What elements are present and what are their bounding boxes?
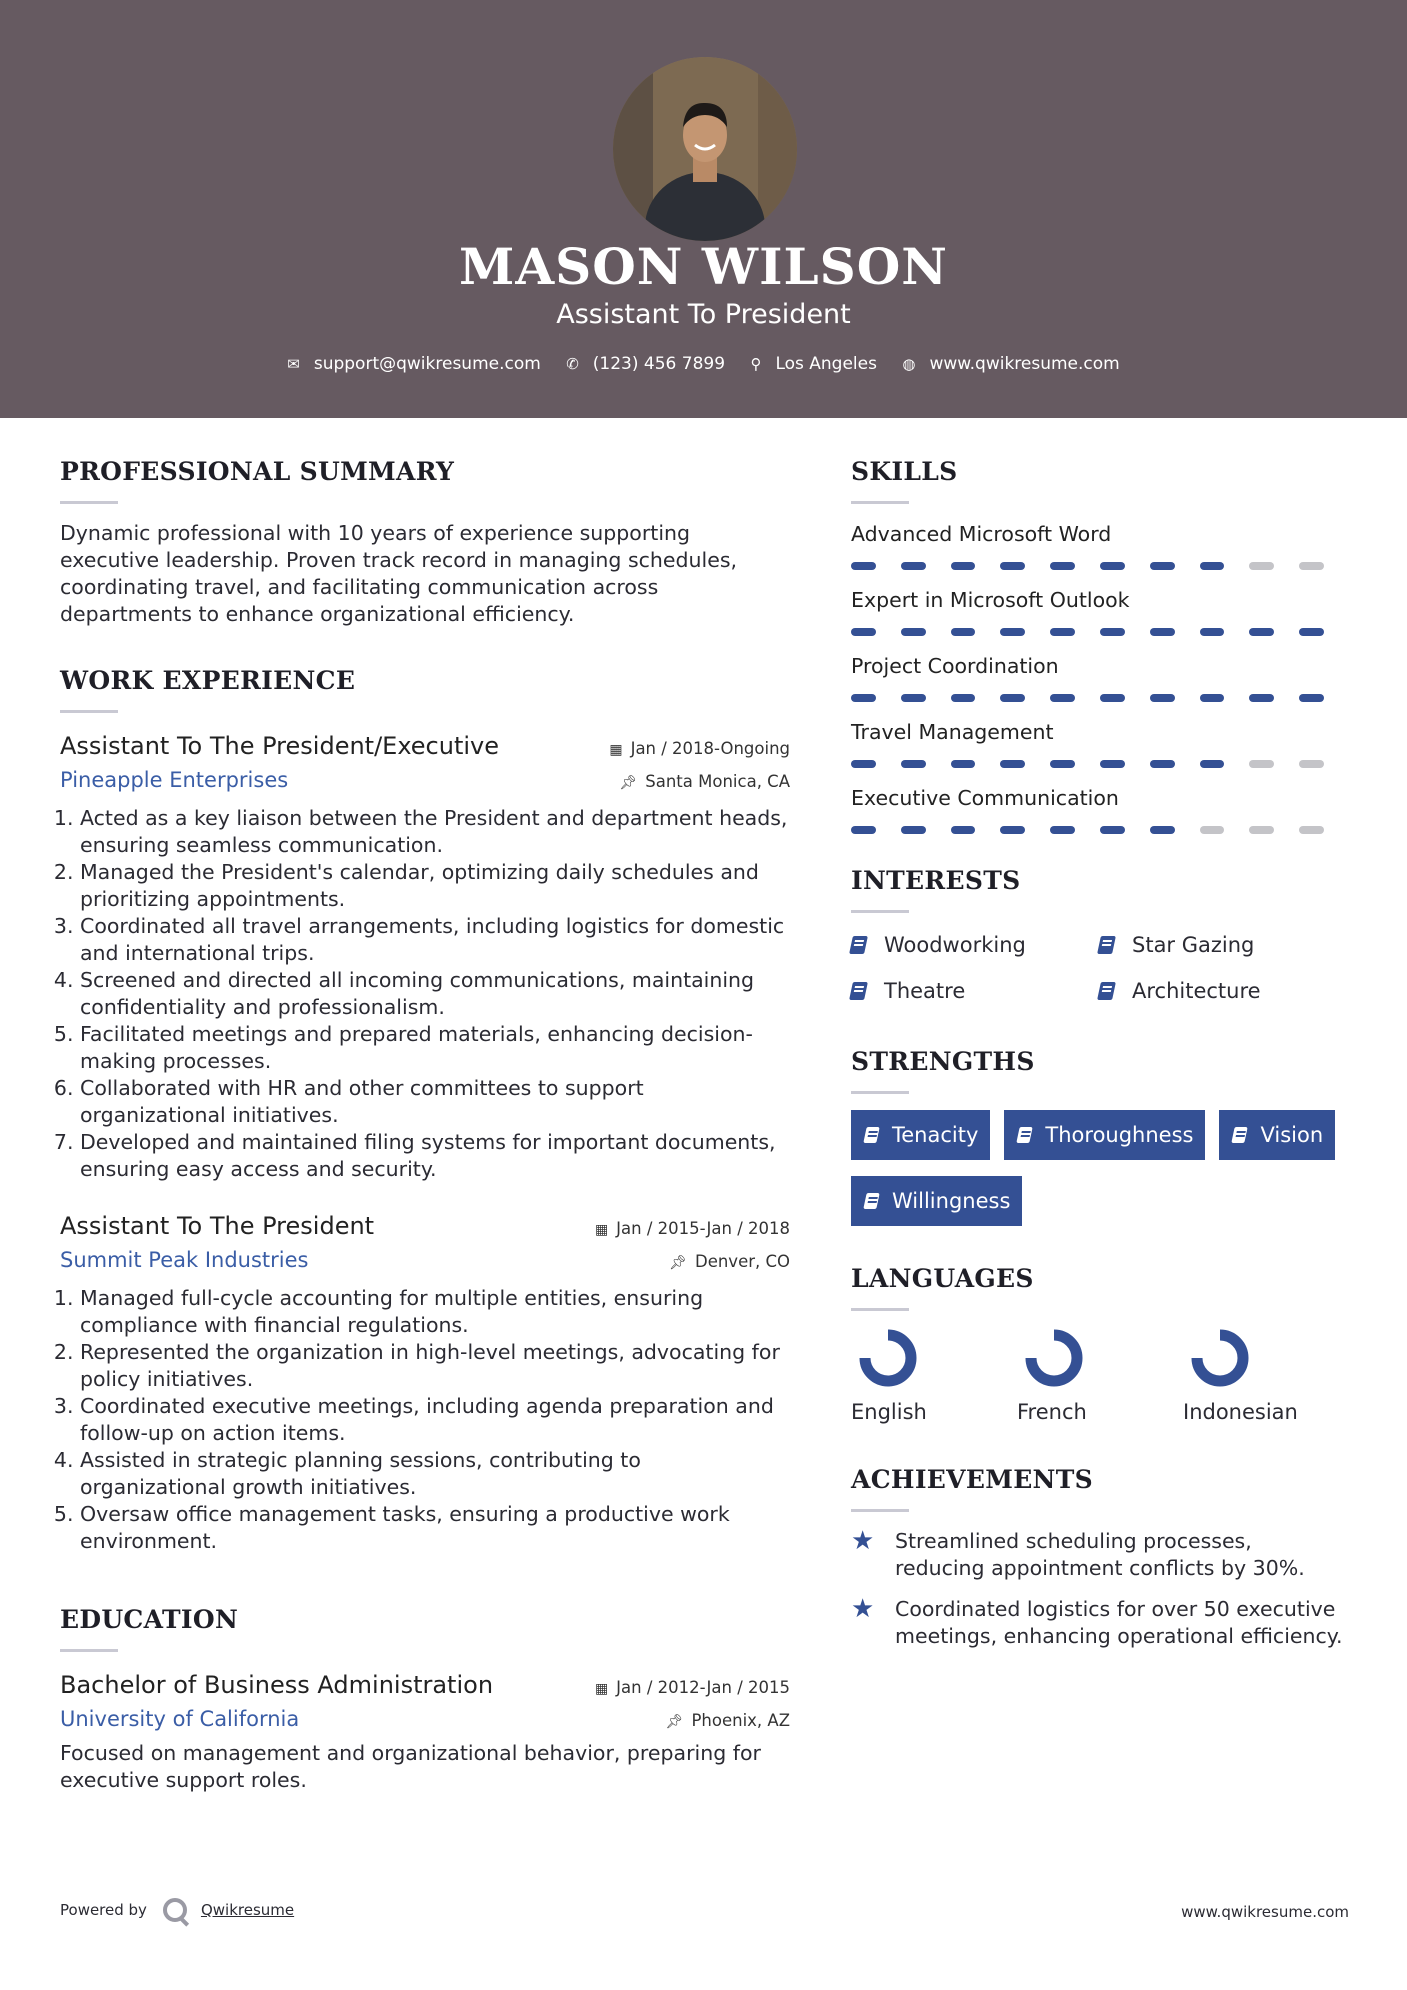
- language-level-ring: [857, 1327, 919, 1389]
- heading-divider: [851, 1308, 909, 1311]
- school-name: University of California: [60, 1707, 300, 1731]
- map-pin-icon: ⚲: [750, 355, 762, 373]
- language-level-ring: [1189, 1327, 1251, 1389]
- rating-dot: [951, 694, 976, 702]
- calendar-icon: ▦: [609, 742, 623, 758]
- job-location: [669, 1252, 790, 1271]
- skill-rating: [851, 628, 1349, 636]
- rating-dot: [1249, 826, 1274, 834]
- rating-dot: [1299, 760, 1324, 768]
- achievement-text: Streamlined scheduling processes, reducing appointment conflicts by 30%.: [895, 1529, 1305, 1580]
- phone-text: (123) 456 7899: [592, 354, 726, 374]
- rating-dot: [1000, 826, 1025, 834]
- skill-item: [851, 520, 1349, 570]
- skill-item: [851, 652, 1349, 702]
- resume-header: [0, 0, 1407, 418]
- skills-list: [851, 520, 1349, 834]
- education-location-text: Phoenix, AZ: [691, 1711, 790, 1730]
- skill-item: [851, 718, 1349, 768]
- calendar-icon: ▦: [594, 1222, 609, 1238]
- right-column: [851, 455, 1349, 1664]
- job-title: Assistant To The President/Executive: [60, 732, 500, 760]
- interests-section: [851, 864, 1349, 1007]
- skills-section: [851, 455, 1349, 834]
- skill-item: [851, 784, 1349, 834]
- interest-label: Woodworking: [884, 933, 1026, 957]
- rating-dot: [851, 760, 876, 768]
- rating-dot: [1150, 760, 1175, 768]
- job-location-text: Santa Monica, CA: [645, 772, 790, 791]
- book-icon: [863, 1193, 879, 1209]
- list-item: 4. Assisted in strategic planning sessions, contributing to organizational growth initiatives.: [80, 1447, 790, 1501]
- rating-dot: [1150, 562, 1175, 570]
- strength-label: Thoroughness: [1045, 1123, 1194, 1147]
- job-dates-text: Jan / 2018-Ongoing: [630, 739, 790, 758]
- book-icon: [863, 1127, 879, 1143]
- list-item: 6. Collaborated with HR and other committees to support organizational initiatives.: [80, 1075, 790, 1129]
- section-heading: EDUCATION: [60, 1605, 239, 1634]
- rating-dot: [851, 694, 876, 702]
- rating-dot: [851, 562, 876, 570]
- brand-link[interactable]: Qwikresume: [200, 1901, 295, 1919]
- rating-dot: [951, 628, 976, 636]
- contact-email[interactable]: [287, 350, 541, 378]
- candidate-title: Assistant To President: [556, 299, 851, 330]
- list-item: 3. Coordinated all travel arrangements, including logistics for domestic and international trips.: [80, 913, 790, 967]
- strength-tag: [1004, 1110, 1205, 1160]
- rating-dot: [1100, 826, 1125, 834]
- strength-tag: [851, 1176, 1022, 1226]
- envelope-icon: ✉: [287, 355, 300, 373]
- rating-dot: [1050, 562, 1075, 570]
- achievement-text: Coordinated logistics for over 50 executive meetings, enhancing operational efficiency.: [895, 1597, 1343, 1648]
- language-item: [851, 1327, 1017, 1427]
- rating-dot: [901, 694, 926, 702]
- section-heading: STRENGTHS: [851, 1047, 1035, 1076]
- pin-icon: 📌︎: [669, 1255, 687, 1271]
- summary-section: [60, 455, 790, 628]
- rating-dot: [1150, 628, 1175, 636]
- list-item: 1. Acted as a key liaison between the President and department heads, ensuring seamless communication.: [80, 805, 790, 859]
- rating-dot: [1150, 694, 1175, 702]
- job-dates-text: Jan / 2015-Jan / 2018: [616, 1219, 790, 1238]
- phone-icon: ✆: [566, 355, 579, 373]
- rating-dot: [1050, 826, 1075, 834]
- globe-icon: ◍: [902, 355, 916, 373]
- contact-phone[interactable]: [566, 350, 725, 378]
- experience-section: [60, 664, 790, 1555]
- interests-list: [851, 929, 1349, 1007]
- language-item: [1183, 1327, 1349, 1427]
- rating-dot: [1249, 628, 1274, 636]
- summary-text: Dynamic professional with 10 years of experience supporting executive leadership. Proven track record in managing schedules, coordinating travel, and facilitating communication across departments to enhance organizational efficiency.: [60, 521, 738, 626]
- contact-bar: [0, 350, 1407, 378]
- degree-title: Bachelor of Business Administration: [60, 1671, 494, 1699]
- strength-label: Vision: [1260, 1123, 1324, 1147]
- list-item: 3. Coordinated executive meetings, including agenda preparation and follow-up on action items.: [80, 1393, 790, 1447]
- location-text: Los Angeles: [775, 354, 877, 374]
- contact-website[interactable]: [902, 350, 1119, 378]
- book-icon: [1232, 1127, 1248, 1143]
- book-icon: [1097, 982, 1116, 1000]
- list-item: 2. Represented the organization in high-level meetings, advocating for policy initiatives.: [80, 1339, 790, 1393]
- education-section: [60, 1603, 790, 1794]
- language-name: French: [1017, 1400, 1087, 1424]
- list-item: 1. Managed full-cycle accounting for multiple entities, ensuring compliance with financial regulations.: [80, 1285, 790, 1339]
- pin-icon: 📌︎: [619, 775, 638, 791]
- job-location: [619, 772, 790, 791]
- languages-section: [851, 1262, 1349, 1427]
- strength-tag: [851, 1110, 990, 1160]
- calendar-icon: ▦: [594, 1681, 609, 1697]
- achievements-section: [851, 1463, 1349, 1650]
- interest-item: [851, 929, 1099, 961]
- education-description: Focused on management and organizational behavior, preparing for executive support roles.: [60, 1741, 761, 1792]
- strength-tag: [1219, 1110, 1335, 1160]
- portrait-image: [613, 57, 797, 241]
- heading-divider: [851, 501, 909, 504]
- website-text: www.qwikresume.com: [929, 354, 1120, 374]
- rating-dot: [1000, 628, 1025, 636]
- book-icon: [849, 982, 868, 1000]
- rating-dot: [1200, 760, 1225, 768]
- job-entry: [60, 729, 790, 1183]
- strengths-section: [851, 1045, 1349, 1226]
- skill-name: Project Coordination: [851, 654, 1059, 678]
- job-entry: [60, 1209, 790, 1555]
- rating-dot: [1000, 760, 1025, 768]
- interest-label: Theatre: [884, 979, 966, 1003]
- education-dates: [595, 1678, 790, 1697]
- skill-rating: [851, 694, 1349, 702]
- book-icon: [849, 936, 868, 954]
- skill-item: [851, 586, 1349, 636]
- rating-dot: [1050, 694, 1075, 702]
- contact-location: [750, 350, 877, 378]
- left-column: [60, 455, 790, 1794]
- rating-dot: [851, 628, 876, 636]
- language-name: Indonesian: [1183, 1400, 1298, 1424]
- rating-dot: [1200, 826, 1225, 834]
- skill-name: Travel Management: [851, 720, 1054, 744]
- duty-list: [60, 1285, 790, 1555]
- book-icon: [1097, 936, 1116, 954]
- book-icon: [1017, 1127, 1033, 1143]
- skill-rating: [851, 562, 1349, 570]
- rating-dot: [901, 562, 926, 570]
- rating-dot: [901, 826, 926, 834]
- rating-dot: [1100, 562, 1125, 570]
- education-dates-text: Jan / 2012-Jan / 2015: [616, 1678, 790, 1697]
- profile-photo: [613, 57, 797, 241]
- rating-dot: [1249, 562, 1274, 570]
- rating-dot: [901, 628, 926, 636]
- language-item: [1017, 1327, 1183, 1427]
- list-item: 4. Screened and directed all incoming communications, maintaining confidentiality and professionalism.: [80, 967, 790, 1021]
- rating-dot: [1299, 562, 1324, 570]
- job-dates: [609, 739, 790, 758]
- qwikresume-logo-icon: [163, 1898, 187, 1922]
- achievement-item: [851, 1528, 1349, 1582]
- list-item: 5. Oversaw office management tasks, ensuring a productive work environment.: [80, 1501, 790, 1555]
- job-location-text: Denver, CO: [694, 1252, 790, 1271]
- rating-dot: [1000, 694, 1025, 702]
- achievement-item: [851, 1596, 1349, 1650]
- rating-dot: [901, 760, 926, 768]
- heading-divider: [60, 710, 118, 713]
- rating-dot: [1200, 562, 1225, 570]
- job-dates: [595, 1219, 790, 1238]
- interest-item: [851, 975, 1099, 1007]
- skill-name: Advanced Microsoft Word: [851, 522, 1112, 546]
- rating-dot: [851, 826, 876, 834]
- skill-name: Expert in Microsoft Outlook: [851, 588, 1130, 612]
- company-name: Summit Peak Industries: [60, 1248, 309, 1272]
- duty-list: [60, 805, 790, 1183]
- star-icon: ★: [851, 1594, 875, 1624]
- heading-divider: [851, 1091, 909, 1094]
- heading-divider: [851, 910, 909, 913]
- rating-dot: [951, 562, 976, 570]
- list-item: 2. Managed the President's calendar, optimizing daily schedules and prioritizing appointments.: [80, 859, 790, 913]
- company-name: Pineapple Enterprises: [60, 768, 289, 792]
- interest-label: Star Gazing: [1132, 933, 1255, 957]
- rating-dot: [1050, 760, 1075, 768]
- language-name: English: [851, 1400, 927, 1424]
- rating-dot: [951, 826, 976, 834]
- rating-dot: [1249, 694, 1274, 702]
- rating-dot: [1249, 760, 1274, 768]
- section-heading: INTERESTS: [851, 866, 1021, 895]
- languages-list: [851, 1327, 1349, 1427]
- strength-label: Willingness: [892, 1189, 1011, 1213]
- section-heading: ACHIEVEMENTS: [851, 1465, 1093, 1494]
- rating-dot: [1100, 628, 1125, 636]
- skill-rating: [851, 826, 1349, 834]
- rating-dot: [1150, 826, 1175, 834]
- star-icon: ★: [851, 1526, 875, 1556]
- footer-powered-by: [60, 1898, 294, 1922]
- section-heading: LANGUAGES: [851, 1264, 1034, 1293]
- skill-rating: [851, 760, 1349, 768]
- job-title: Assistant To The President: [60, 1212, 375, 1240]
- skill-name: Executive Communication: [851, 786, 1119, 810]
- language-level-ring: [1023, 1327, 1085, 1389]
- rating-dot: [1299, 628, 1324, 636]
- email-text: support@qwikresume.com: [313, 354, 541, 374]
- rating-dot: [1200, 694, 1225, 702]
- interest-item: [1099, 975, 1347, 1007]
- section-heading: PROFESSIONAL SUMMARY: [60, 457, 455, 486]
- rating-dot: [1299, 694, 1324, 702]
- rating-dot: [1050, 628, 1075, 636]
- powered-by-label: Powered by: [60, 1901, 147, 1919]
- rating-dot: [1200, 628, 1225, 636]
- heading-divider: [60, 501, 118, 504]
- rating-dot: [951, 760, 976, 768]
- pin-icon: 📌︎: [665, 1714, 684, 1730]
- section-heading: WORK EXPERIENCE: [60, 666, 356, 695]
- list-item: 7. Developed and maintained filing systems for important documents, ensuring easy access and security.: [80, 1129, 790, 1183]
- rating-dot: [1100, 694, 1125, 702]
- education-location: [666, 1711, 790, 1730]
- interest-item: [1099, 929, 1347, 961]
- strengths-list: [851, 1110, 1349, 1226]
- interest-label: Architecture: [1132, 979, 1261, 1003]
- rating-dot: [1000, 562, 1025, 570]
- candidate-name: MASON WILSON: [459, 237, 948, 296]
- strength-label: Tenacity: [892, 1123, 979, 1147]
- section-heading: SKILLS: [851, 457, 958, 486]
- heading-divider: [60, 1649, 118, 1652]
- footer-website-link[interactable]: www.qwikresume.com: [1181, 1903, 1349, 1921]
- list-item: 5. Facilitated meetings and prepared materials, enhancing decision-making processes.: [80, 1021, 790, 1075]
- heading-divider: [851, 1509, 909, 1512]
- rating-dot: [1299, 826, 1324, 834]
- rating-dot: [1100, 760, 1125, 768]
